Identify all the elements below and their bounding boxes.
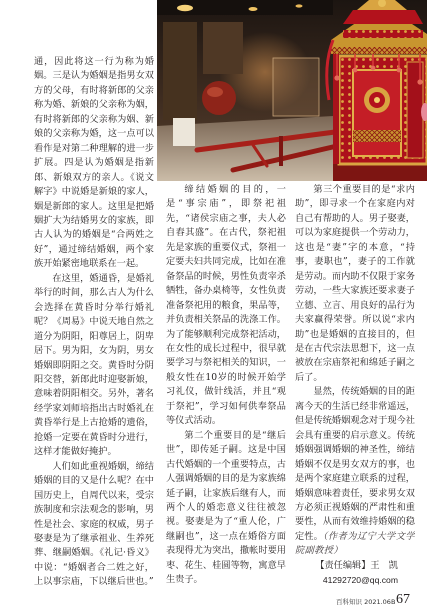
white-stand: [173, 118, 195, 146]
ceiling-light: [296, 4, 303, 7]
wall-panel: [203, 22, 243, 74]
exhibit-highlight: [207, 87, 223, 97]
page-number: 67: [396, 592, 410, 607]
canopy-eave-trim: [331, 47, 427, 54]
right-text-column: [295, 183, 415, 593]
article-paragraph: 人们如此重视婚姻，缔结婚姻的目的又是什么呢？在中国历史上，自周代以来，受宗族制度和宗法观念的影响，男性是社会、家庭的权威，男子娶妻是为了继承祖业、生养死葬、继嗣婚姻。《礼记·昏义》中说：“婚姻者合二姓之好，上以事宗庙，下以继后世也。”: [34, 460, 154, 588]
wedding-sedan-photo: [157, 0, 427, 181]
wall-panel: [163, 22, 197, 120]
tassel-ball: [334, 75, 339, 80]
article-paragraph: 通，因此将这一行为称为婚姻。三是认为婚姻是指男女双方的父母，有时将新郎的父亲称为婚、新娘的父亲称为姻，有时将新郎的父亲称为姻、新娘的父亲称为婚，这一点可以看作是对第二种理解的进一步扩展。四是认为婚姻是指新郎、新娘双方的亲人。《说文解字》中说婚是新娘的家人，姻是新郎的家人。这里是把婚姻扩大为结婚男女的家族，即古人认为的婚姻是“合两姓之好”，通过缔结婚姻，两个家族开始紧密地联系在一起。: [34, 56, 154, 270]
left-text-column: [34, 55, 154, 595]
article-paragraph: [295, 385, 415, 558]
curtain-gold-band: [353, 130, 401, 142]
tassel-ball: [353, 68, 358, 73]
article-paragraph: 缔结婚姻的目的，一是“事宗庙”，即祭祀祖先，“诸侯宗庙之事，夫人必自舂其盛”。在古代，祭祀祖先是家族的重要仪式，祭祖一定要夫妇共同完成，比如在准备祭品的时候，男性负责宰杀牺牲，备办桌椅等，女性负责准备祭祀用的粮食，果品等，并负责相关祭品的洗涤工作。为了能够顺利完成祭祀活动，在女性的成长过程中，很早就要学习与祭祀相关的知识，一般女性在10岁的时候开始学习礼仪，做针线活，并且“观于祭祀”，学习如何供奉祭品等仪式活动。: [166, 184, 286, 427]
canopy-middle-tier: [343, 10, 423, 24]
red-round-exhibit: [202, 81, 236, 115]
editor-email: 41292720@qq.com: [322, 575, 398, 586]
article-paragraph: 在这里，婚通昏，是婚礼举行的时间，那么古人为什么会选择在黄昏时分举行婚礼呢？《周易》中说天地自然之道分为阴阳，阳尊居上，阴卑居下。男为阳，女为阴，男女婚姻即阴阳之交。黄昏时分阴阳交替，新郎此时迎娶新娘，意味着阴阳相交。另外，著名经学家刘师培指出古时婚礼在黄昏举行是上古抢婚的遗俗，抢婚一定要在黄昏时分进行，这样才能做好掩护。: [34, 272, 154, 458]
author-note: （作者为辽宁大学文学院副教授）: [295, 530, 415, 557]
display-case: [273, 58, 319, 116]
ceiling-light: [177, 5, 193, 11]
sedan-front-post: [333, 52, 339, 164]
paragraph-text: 显然，传统婚姻的目的距离今天的生活已经非常遥远，但是传统婚姻观念对于现今社会具有重要的启示意义。传统婚姻强调婚姻的神圣性，缔结婚姻不仅是男女双方的事，也是两个家庭建立联系的过程，婚姻意味着责任，要求男女双方必须正视婚姻的严肃性和重要性，从而有效维持婚姻的稳定性。: [295, 386, 415, 542]
magazine-issue: 百科知识 2021.06B: [336, 598, 396, 606]
tassel-ball: [397, 68, 402, 73]
middle-text-column: [166, 183, 286, 593]
tassel-ball: [371, 66, 376, 71]
medallion-center: [374, 97, 380, 103]
wedding-sedan-illustration: [157, 0, 427, 181]
canopy-embroidered-band: [343, 30, 423, 38]
responsible-editor: 【责任编辑】王 凯: [315, 559, 398, 571]
ceiling-light: [249, 7, 258, 11]
article-paragraph: 第二个重要目的是“继后世”，即传延子嗣。这是中国古代婚姻的一个重要特点，古人强调婚姻的目的是为家族绵延子嗣，让家族后继有人，而两个人的婚恋意义往往被忽视。娶妻是为了“重人伦，广继嗣也”，这一点在婚俗方面表现得尤为突出，撒帐时要用枣、花生、桂圆等物，寓意早生贵子。: [166, 429, 286, 586]
pole-support: [279, 136, 283, 166]
article-paragraph: 第三个重要目的是“求内助”，即寻求一个在家庭内对自己有帮助的人。男子娶妻，可以为家庭提供一个劳动力，这也是“妻”字的本意，“持事，妻职也”，妻子的工作就是劳动。而内助不仅限于家务劳动，一些大家族还要求妻子立德、立言、用良好的品行为夫家赢得荣誉。所以说“求内助”也是婚姻的直接目的，但是在古代宗法思想下，这一点被放在宗庙祭祀和绵延子嗣之后了。: [295, 184, 415, 383]
tassel-ball: [417, 79, 422, 84]
